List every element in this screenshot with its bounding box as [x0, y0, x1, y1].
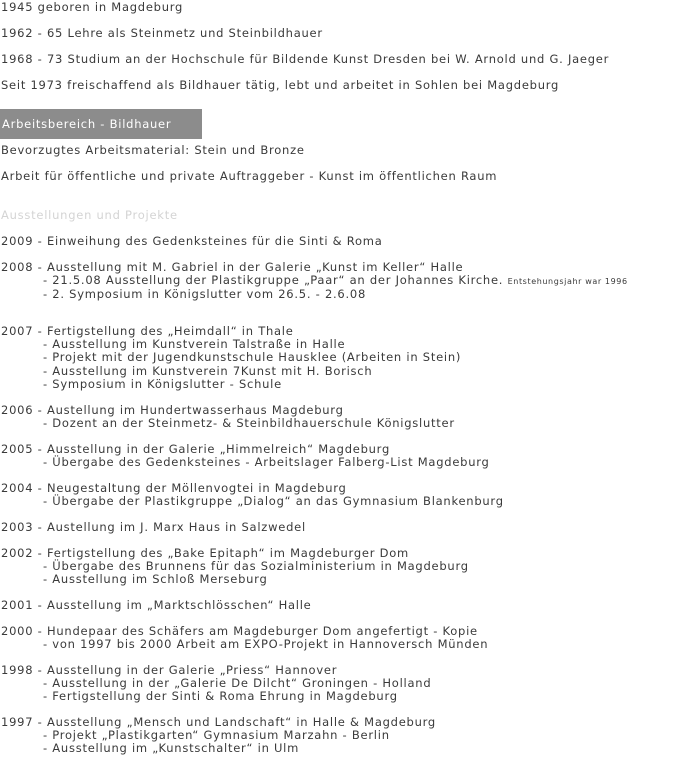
bio-line: 1945 geboren in Magdeburg — [1, 0, 184, 14]
exhibition-entry-sub-text: - Übergabe des Gedenksteines - Arbeitslager Falberg-List Magdeburg — [43, 455, 490, 470]
exhibition-entry-sub-text: - Übergabe der Plastikgruppe „Dialog“ an das Gymnasium Blankenburg — [43, 494, 504, 509]
exhibition-entry — [1, 716, 436, 756]
exhibition-entry-head: 2008 - Ausstellung mit M. Gabriel in der Galerie „Kunst im Keller“ Halle — [1, 260, 464, 274]
exhibition-entry-sub-text: - Ausstellung im Schloß Merseburg — [43, 572, 268, 587]
exhibition-entry-sub-text: - Ausstellung in der „Galerie De Dilcht“ Groningen - Holland — [43, 676, 432, 691]
exhibition-entry-head: 2009 - Einweihung des Gedenksteines für die Sinti & Roma — [1, 234, 383, 248]
work-line: Arbeit für öffentliche und private Auftraggeber - Kunst im öffentlichen Raum — [1, 169, 498, 183]
exhibition-entry-sub-text: - von 1997 bis 2000 Arbeit am EXPO-Projekt in Hannoversch Münden — [43, 637, 489, 652]
exhibition-entry-sub-text: - Übergabe des Brunnens für das Sozialministerium in Magdeburg — [43, 559, 469, 574]
exhibition-entry-head: 2003 - Austellung im J. Marx Haus in Salzwedel — [1, 520, 306, 534]
exhibition-entry — [1, 625, 488, 651]
exhibition-entry-sub — [1, 378, 461, 391]
exhibition-entry-head: 2004 - Neugestaltung der Möllenvogtei in Magdeburg — [1, 481, 347, 495]
exhibition-entry-sub-text: - Dozent an der Steinmetz- & Steinbildhauerschule Königslutter — [43, 416, 455, 431]
exhibition-entry — [1, 547, 469, 587]
exhibition-entry-sub-text: - Ausstellung im Kunstverein Talstraße in Halle — [43, 337, 346, 352]
exhibition-entry-head: 2002 - Fertigstellung des „Bake Epitaph“ im Magdeburger Dom — [1, 546, 409, 560]
exhibition-entry-sub-text: - Symposium in Königslutter - Schule — [43, 376, 282, 391]
exhibition-entry-sub — [1, 742, 436, 755]
exhibition-entry — [1, 664, 431, 704]
section-heading-exhibitions: Ausstellungen und Projekte — [1, 208, 178, 222]
exhibition-entry-head: 1998 - Ausstellung in der Galerie „Priess“ Hannover — [1, 663, 338, 677]
exhibition-entry-sub — [1, 288, 628, 301]
exhibition-entry-sub-text: - 21.5.08 Ausstellung der Plastikgruppe „Paar“ an der Johannes Kirche. — [43, 273, 504, 288]
exhibition-entry-head: 2001 - Ausstellung im „Marktschlösschen“ Halle — [1, 598, 312, 612]
bio-line: 1962 - 65 Lehre als Steinmetz und Steinbildhauer — [1, 26, 323, 40]
exhibition-entry-head: 2005 - Ausstellung in der Galerie „Himmelreich“ Magdeburg — [1, 442, 390, 456]
section-badge-work: Arbeitsbereich - Bildhauer — [0, 109, 202, 139]
exhibition-entry-head: 2000 - Hundepaar des Schäfers am Magdeburger Dom angefertigt - Kopie — [1, 624, 478, 638]
exhibition-entry-sub-text: - Projekt „Plastikgarten“ Gymnasium Marzahn - Berlin — [43, 728, 390, 743]
exhibition-entry — [1, 599, 311, 612]
exhibition-entry-sub-text: - Ausstellung im Kunstverein 7Kunst mit H. Borisch — [43, 363, 373, 378]
exhibition-entry-sub-text: - Fertigstellung der Sinti & Roma Ehrung in Magdeburg — [43, 689, 398, 704]
exhibition-entry — [1, 261, 628, 302]
exhibition-entry — [1, 443, 490, 469]
exhibition-entry-sub — [1, 417, 455, 430]
bio-line: Seit 1973 freischaffend als Bildhauer tätig, lebt und arbeitet in Sohlen bei Magdeburg — [1, 78, 560, 92]
exhibition-entry-sub — [1, 456, 490, 469]
exhibition-entry — [1, 325, 461, 391]
exhibition-entry — [1, 521, 306, 534]
exhibition-entry-sub-text: - 2. Symposium in Königslutter vom 26.5. - 2.6.08 — [43, 287, 367, 302]
exhibition-entry — [1, 482, 504, 508]
exhibition-entry-head: 1997 - Ausstellung „Mensch und Landschaft“ in Halle & Magdeburg — [1, 715, 436, 729]
work-line: Bevorzugtes Arbeitsmaterial: Stein und Bronze — [1, 143, 305, 157]
exhibition-entry-head: 2007 - Fertigstellung des „Heimdall“ in Thale — [1, 324, 294, 338]
exhibition-entry-sub — [1, 495, 504, 508]
exhibition-entry-sub-text: - Projekt mit der Jugendkunstschule Hausklee (Arbeiten in Stein) — [43, 350, 462, 365]
exhibition-entry-sub-text: - Ausstellung im „Kunstschalter“ in Ulm — [43, 741, 300, 756]
exhibition-entry — [1, 235, 383, 248]
exhibition-entry-sub — [1, 638, 488, 651]
bio-line: 1968 - 73 Studium an der Hochschule für Bildende Kunst Dresden bei W. Arnold und G. Jaeger — [1, 52, 610, 66]
entry-note: Entstehungsjahr war 1996 — [507, 277, 628, 287]
exhibition-entry — [1, 404, 455, 430]
exhibition-entry-head: 2006 - Austellung im Hundertwasserhaus Magdeburg — [1, 403, 344, 417]
exhibition-entry-sub — [1, 573, 469, 586]
exhibition-entry-sub — [1, 690, 431, 703]
exhibition-entry-sub — [1, 274, 628, 288]
